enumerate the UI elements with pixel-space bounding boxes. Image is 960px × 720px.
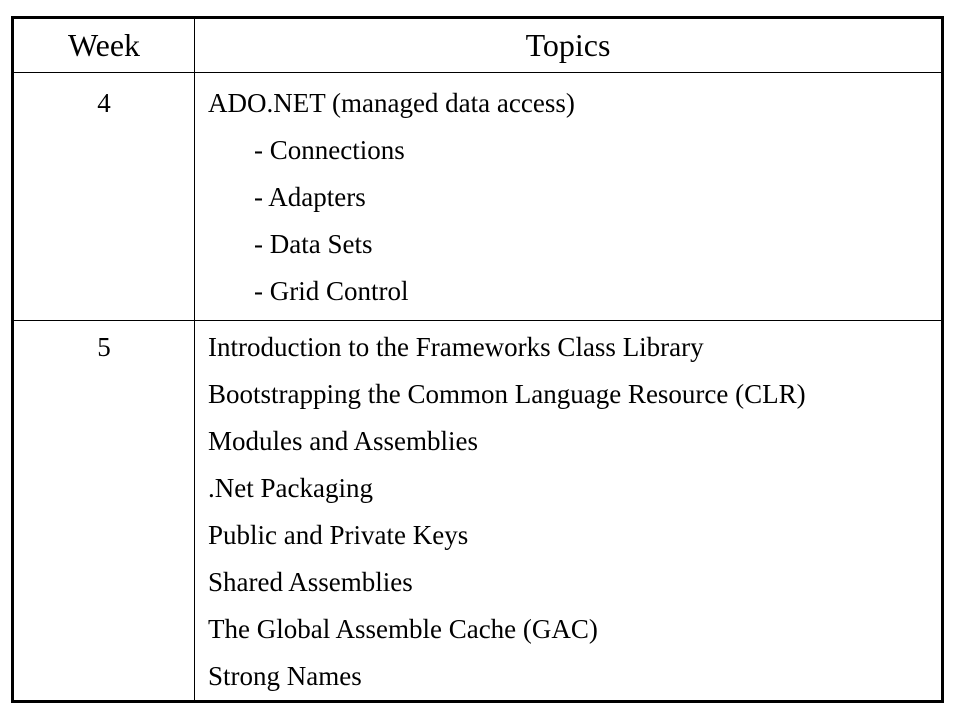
course-schedule-table (11, 16, 944, 703)
week-cell (13, 73, 195, 321)
table-row (13, 73, 943, 321)
topics-cell (195, 73, 943, 321)
topic-item: Modules and Assemblies (208, 426, 478, 456)
topic-subitem: - Connections (254, 135, 405, 165)
week-column-header: Week (13, 18, 195, 73)
table-row (13, 321, 943, 702)
topic-item: Strong Names (208, 661, 362, 691)
topic-list (195, 321, 941, 700)
week-number: 4 (97, 88, 111, 118)
topics-cell (195, 321, 943, 702)
topic-subitem: - Data Sets (254, 229, 373, 259)
week-number: 5 (97, 332, 111, 362)
topic-item: Introduction to the Frameworks Class Library (208, 332, 704, 362)
table-header-row (13, 18, 943, 73)
topic-item: The Global Assemble Cache (GAC) (208, 614, 598, 644)
week-cell (13, 321, 195, 702)
topic-item: .Net Packaging (208, 473, 373, 503)
topic-subitem: - Adapters (254, 182, 366, 212)
topic-item: Public and Private Keys (208, 520, 469, 550)
topic-item: ADO.NET (managed data access) (208, 88, 575, 118)
topic-subitem: - Grid Control (254, 276, 409, 306)
topic-item: Shared Assemblies (208, 567, 413, 597)
topics-column-header: Topics (195, 18, 943, 73)
topic-list (195, 73, 941, 315)
topic-item: Bootstrapping the Common Language Resource (CLR) (208, 379, 806, 409)
